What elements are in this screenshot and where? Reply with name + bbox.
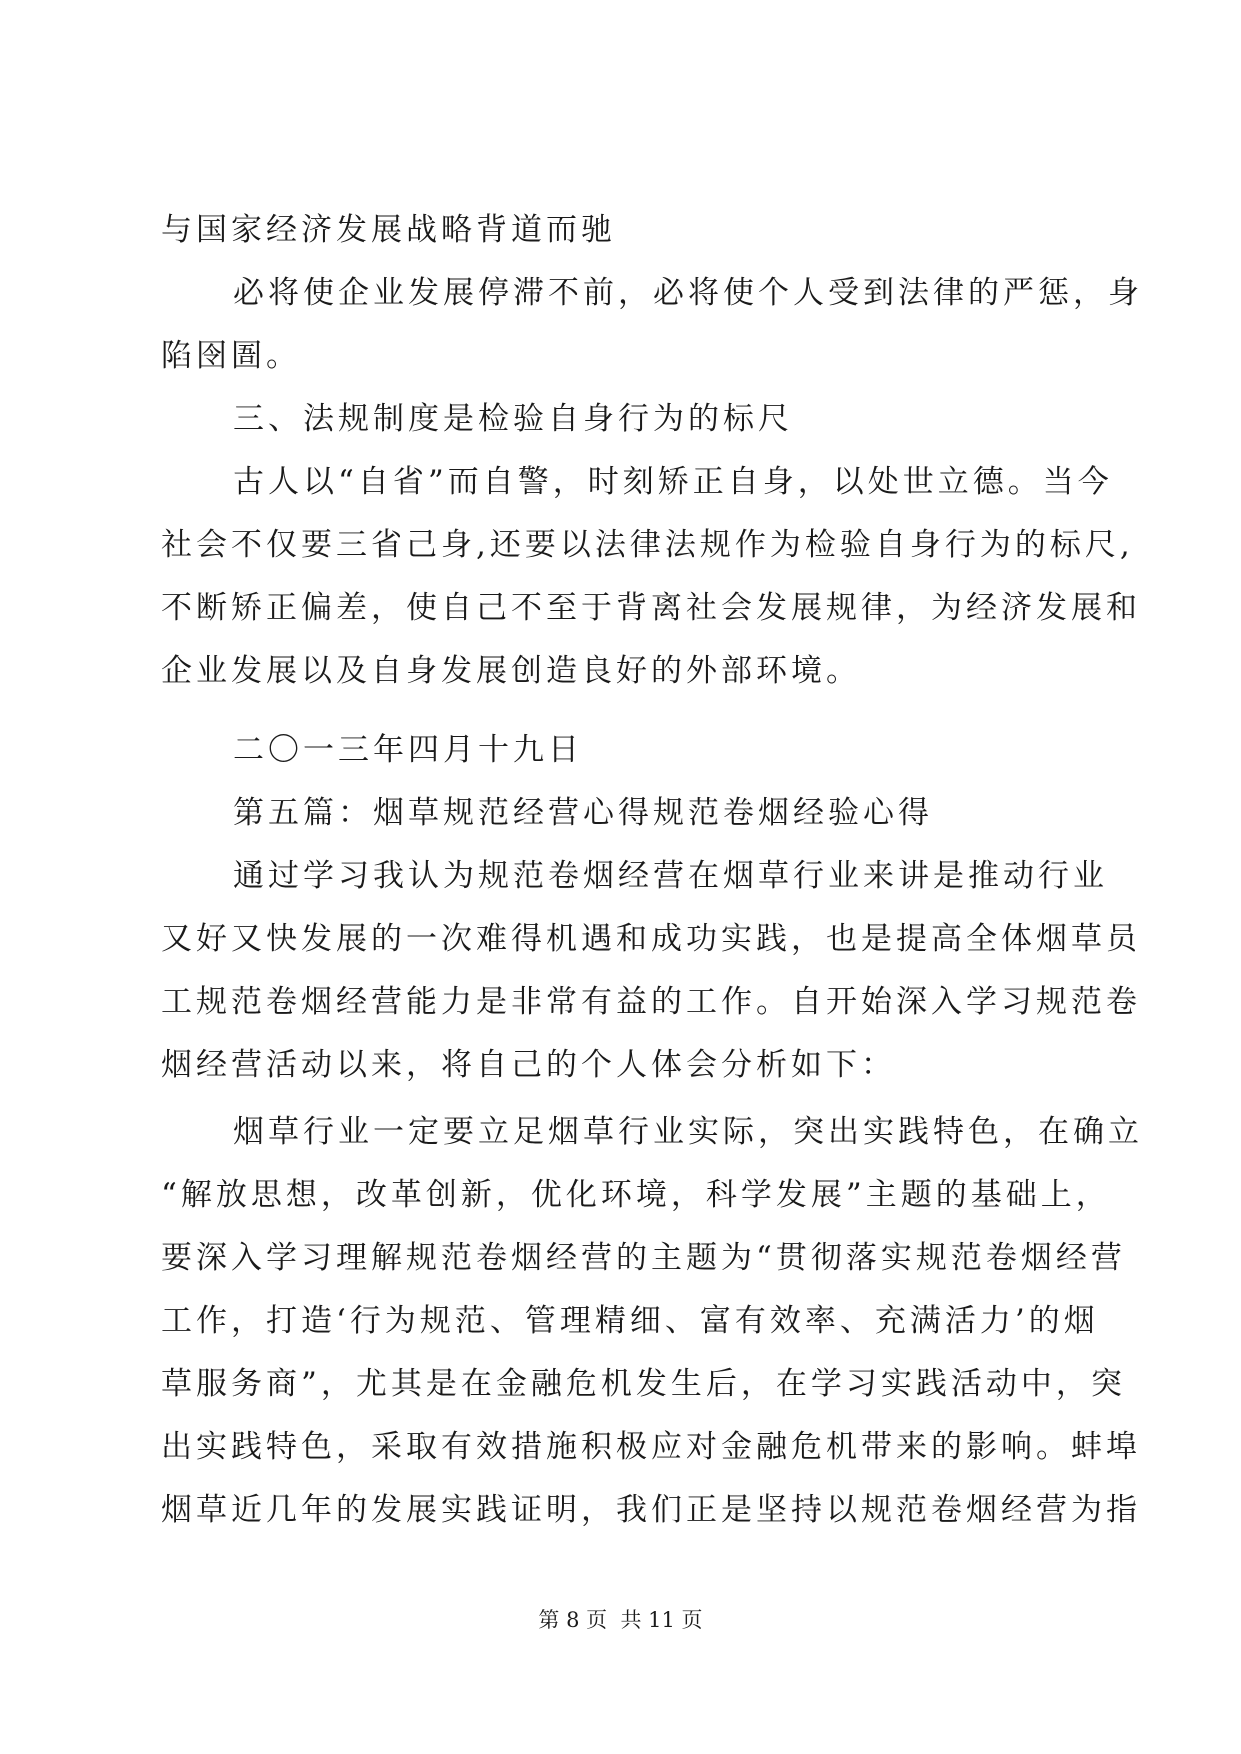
date-line: 二〇一三年四月十九日 — [233, 732, 583, 768]
text-line: 陷囹圄。 — [161, 338, 301, 374]
chapter-title: 第五篇：烟草规范经营心得规范卷烟经验心得 — [233, 795, 933, 831]
text-line: 通过学习我认为规范卷烟经营在烟草行业来讲是推动行业 — [233, 858, 1108, 894]
text-line: 社会不仅要三省己身,还要以法律法规作为检验自身行为的标尺, — [161, 527, 1134, 563]
text-line: 又好又快发展的一次难得机遇和成功实践，也是提高全体烟草员 — [161, 921, 1141, 957]
text-line: 烟草近几年的发展实践证明，我们正是坚持以规范卷烟经营为指 — [161, 1492, 1141, 1528]
text-line: 不断矫正偏差，使自己不至于背离社会发展规律，为经济发展和 — [161, 590, 1141, 626]
text-line: 烟草行业一定要立足烟草行业实际，突出实践特色，在确立 — [233, 1114, 1143, 1150]
text-line: 与国家经济发展战略背道而驰 — [161, 212, 616, 248]
text-line: 必将使企业发展停滞不前，必将使个人受到法律的严惩，身 — [233, 275, 1143, 311]
text-line: 古人以“自省”而自警，时刻矫正自身，以处世立德。当今 — [233, 464, 1113, 500]
text-line: 要深入学习理解规范卷烟经营的主题为“贯彻落实规范卷烟经营 — [161, 1240, 1126, 1276]
section-heading: 三、法规制度是检验自身行为的标尺 — [233, 401, 793, 437]
text-line: 企业发展以及自身发展创造良好的外部环境。 — [161, 653, 861, 689]
text-line: “解放思想，改革创新，优化环境，科学发展”主题的基础上， — [161, 1177, 1111, 1213]
page-footer: 第 8 页 共 11 页 — [538, 1608, 703, 1632]
text-line: 烟经营活动以来，将自己的个人体会分析如下： — [161, 1047, 896, 1083]
text-line: 出实践特色，采取有效措施积极应对金融危机带来的影响。蚌埠 — [161, 1429, 1141, 1465]
text-line: 工规范卷烟经营能力是非常有益的工作。自开始深入学习规范卷 — [161, 984, 1141, 1020]
text-line: 工作，打造‘行为规范、管理精细、富有效率、充满活力’的烟 — [161, 1303, 1099, 1339]
text-line: 草服务商”，尤其是在金融危机发生后，在学习实践活动中，突 — [161, 1366, 1126, 1402]
